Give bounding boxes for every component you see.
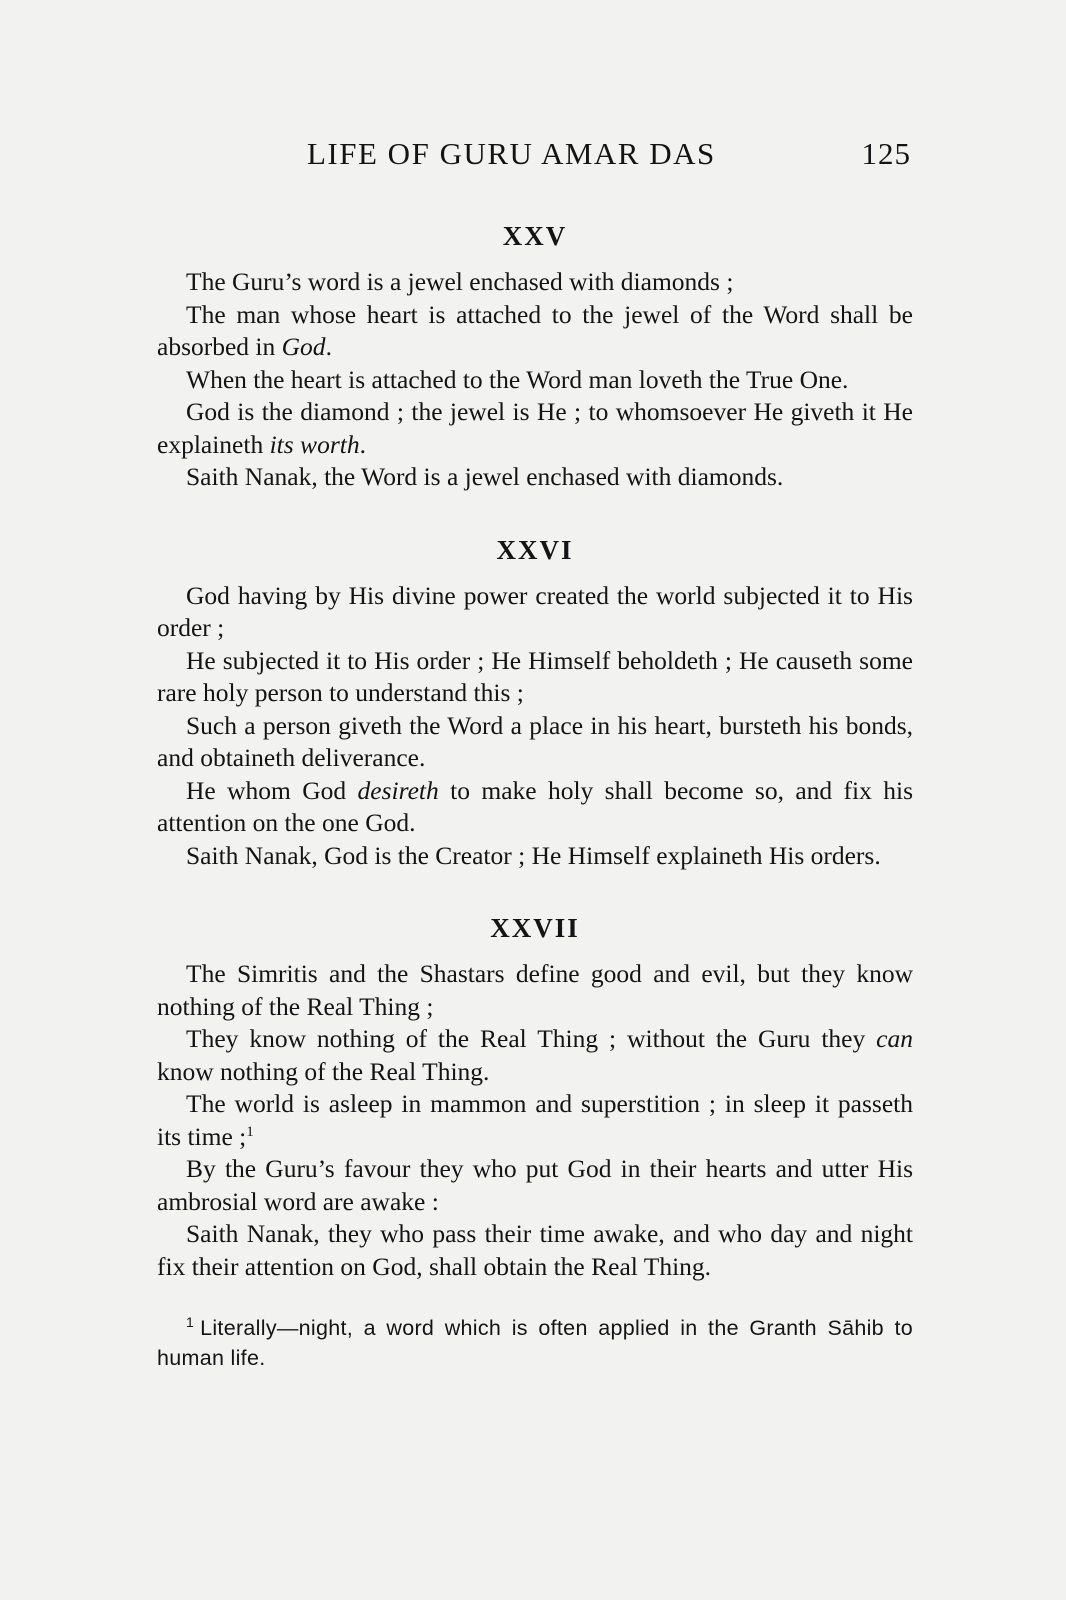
section-xxvi (157, 534, 913, 873)
verse: The Guru’s word is a jewel enchased with diamonds ; (186, 267, 734, 296)
italic-emphasis: desireth (357, 775, 439, 805)
verse: They know nothing of the Real Thing ; without the Guru they can know nothing of the Real Thing. (157, 1024, 913, 1086)
verse: The world is asleep in mammon and superstition ; in sleep it passeth its time ;$^1$ (157, 1089, 913, 1151)
verse: The Simritis and the Shastars define good and evil, but they know nothing of the Real Thing ; (157, 959, 913, 1021)
verse: Saith Nanak, the Word is a jewel enchased with diamonds. (186, 462, 784, 491)
italic-emphasis: God (281, 332, 326, 361)
page-number: 125 (861, 136, 911, 171)
verse: God is the diamond ; the jewel is He ; to whomsoever He giveth it He explaineth its worth. (157, 397, 913, 459)
verse: He whom God desireth to make holy shall become so, and fix his attention on the one God. (157, 775, 913, 837)
verse: When the heart is attached to the Word man loveth the True One. (186, 364, 849, 394)
book-page (157, 130, 913, 1373)
verse: By the Guru’s favour they who put God in their hearts and utter His ambrosial word are awake : (157, 1154, 913, 1216)
section-title: XXVI (496, 534, 574, 565)
verse: The man whose heart is attached to the jewel of the Word shall be absorbed in God. (157, 299, 913, 361)
footnote-text: Literally—night, a word which is often applied in the Granth Sāhib to human life. (157, 1316, 913, 1370)
running-title: LIFE OF GURU AMAR DAS (307, 136, 716, 171)
running-head (157, 130, 913, 182)
section-xxv (157, 220, 913, 494)
verse: God having by His divine power created the world subjected it to His order ; (157, 580, 913, 642)
verse: He subjected it to His order ; He Himself beholdeth ; He causeth some rare holy person to understand this ; (157, 645, 913, 707)
footnote-reference[interactable]: 1 (246, 1123, 254, 1140)
verse: Saith Nanak, they who pass their time awake, and who day and night fix their attention on God, shall obtain the Real Thing. (157, 1219, 913, 1281)
italic-emphasis: its worth (269, 429, 360, 459)
verse: Such a person giveth the Word a place in his heart, bursteth his bonds, and obtaineth deliverance. (157, 710, 913, 772)
footnote (157, 1313, 913, 1373)
footnote-marker: 1 (186, 1314, 195, 1330)
section-title: XXV (502, 221, 568, 251)
italic-emphasis: can (876, 1024, 913, 1053)
verse: Saith Nanak, God is the Creator ; He Himself explaineth His orders. (186, 840, 881, 870)
section-xxvii (157, 912, 913, 1283)
section-title: XXVII (490, 913, 580, 943)
